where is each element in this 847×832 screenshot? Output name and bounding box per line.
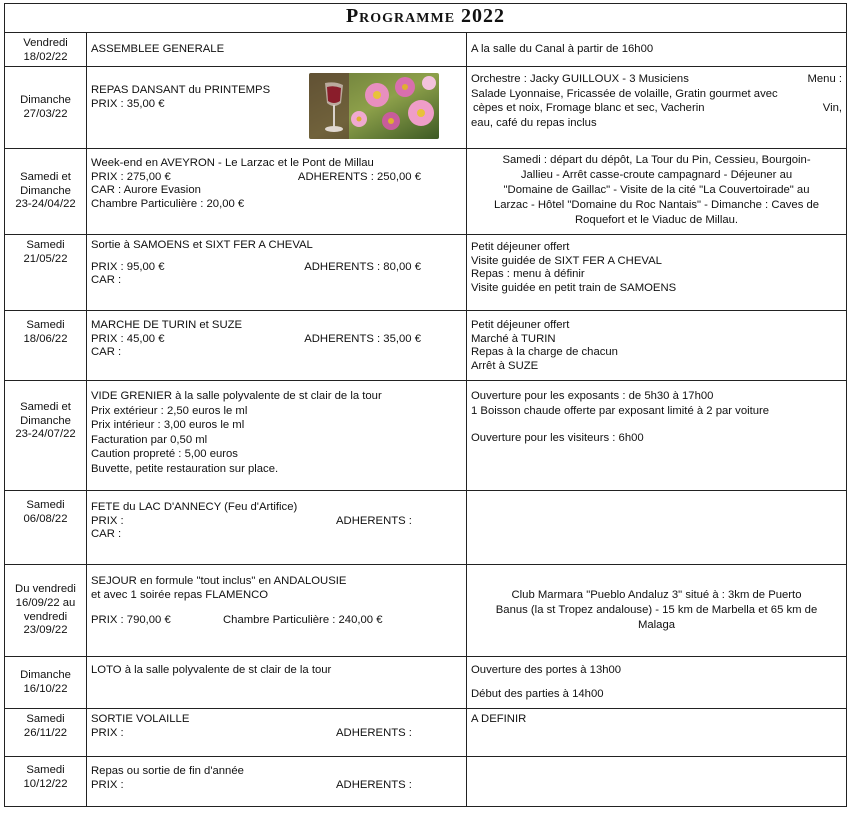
info-line: Roquefort et le Viaduc de Millau.	[574, 214, 739, 226]
event-cell	[87, 235, 467, 311]
info-wine: Vin,	[822, 102, 843, 114]
info-line: Marché à TURIN	[471, 332, 556, 345]
date-label: 18/02/22	[23, 50, 68, 63]
price-row	[91, 779, 421, 793]
table-row	[5, 67, 847, 149]
date-cell	[5, 235, 87, 311]
programme-sheet	[4, 3, 846, 827]
info-orchestra: Orchestre : Jacky GUILLOUX - 3 Musiciens	[471, 73, 689, 85]
event-adherents: ADHERENTS : 35,00 €	[304, 332, 421, 345]
day-label: Dimanche	[20, 414, 71, 427]
date-label: 06/08/22	[23, 512, 68, 525]
info-cell	[467, 67, 847, 149]
table-row	[5, 235, 847, 311]
info-cell	[467, 757, 847, 807]
info-cell	[467, 657, 847, 709]
programme-table	[4, 3, 847, 807]
day-label: Dimanche	[20, 184, 71, 197]
price-row	[91, 333, 421, 347]
event-adherents: ADHERENTS :	[336, 778, 412, 791]
event-adherents: ADHERENTS : 250,00 €	[297, 170, 421, 183]
info-line: Ouverture pour les exposants : de 5h30 à 17h00	[471, 390, 714, 402]
date-cell	[5, 311, 87, 381]
price-row	[91, 171, 421, 185]
info-menu-label: Menu :	[807, 73, 843, 85]
event-cell	[87, 565, 467, 657]
info-line: Repas : menu à définir	[471, 268, 585, 281]
event-price: PRIX : 790,00 €	[91, 614, 171, 627]
price-row	[91, 515, 421, 529]
event-cell	[87, 311, 467, 381]
page-title: Programme 2022	[345, 4, 506, 27]
event-line: Prix intérieur : 3,00 euros le ml	[91, 419, 245, 431]
event-title: Week-end en AVEYRON - Le Larzac et le Pont de Millau	[91, 157, 374, 169]
date-label: 21/05/22	[23, 252, 68, 265]
info-line: Ouverture des portes à 13h00	[471, 664, 622, 676]
event-adherents: ADHERENTS :	[336, 514, 412, 527]
event-title: LOTO à la salle polyvalente de st clair de la tour	[91, 664, 332, 676]
event-cell	[87, 33, 467, 67]
info-cell	[467, 381, 847, 491]
date-cell	[5, 657, 87, 709]
date-cell	[5, 381, 87, 491]
info-cell	[467, 311, 847, 381]
info-line: Visite guidée de SIXT FER A CHEVAL	[471, 254, 662, 267]
date-label: 10/12/22	[23, 777, 68, 790]
date-label: 23-24/04/22	[15, 198, 76, 211]
day-label: vendredi	[23, 610, 68, 623]
event-cell	[87, 709, 467, 757]
date-label: 27/03/22	[23, 107, 68, 120]
info-line: Repas à la charge de chacun	[471, 346, 618, 359]
info-line: 1 Boisson chaude offerte par exposant limité à 2 par voiture	[471, 405, 770, 417]
table-row	[5, 33, 847, 67]
info-line: Club Marmara "Pueblo Andaluz 3" situé à : 3km de Puerto	[511, 589, 802, 601]
event-car: CAR :	[91, 528, 122, 541]
info-menu-text: cèpes et noix, Fromage blanc et sec, Vacherin	[473, 102, 705, 114]
table-row	[5, 657, 847, 709]
table-row	[5, 311, 847, 381]
info-cell	[467, 149, 847, 235]
info-line: Début des parties à 14h00	[471, 687, 604, 700]
event-cell	[87, 757, 467, 807]
day-label: Samedi	[26, 713, 65, 725]
event-cell	[87, 657, 467, 709]
event-title: SORTIE VOLAILLE	[91, 713, 190, 725]
day-label: Du vendredi	[15, 583, 76, 596]
date-cell	[5, 67, 87, 149]
event-chambre: Chambre Particulière : 240,00 €	[223, 614, 383, 627]
event-title: SEJOUR en formule "tout inclus" en ANDALOUSIE	[91, 575, 347, 587]
event-car: CAR :	[91, 346, 122, 359]
event-line: Facturation par 0,50 ml	[91, 433, 208, 446]
event-price: PRIX :	[91, 514, 124, 527]
info-line: Samedi : départ du dépôt, La Tour du Pin, Cessieu, Bourgoin-	[502, 154, 811, 166]
event-cell	[87, 67, 467, 149]
event-chambre: Chambre Particulière : 20,00 €	[91, 197, 245, 210]
date-cell	[5, 149, 87, 235]
table-row	[5, 709, 847, 757]
table-row	[5, 149, 847, 235]
day-label: Samedi	[26, 319, 65, 331]
event-price: PRIX : 95,00 €	[91, 260, 165, 273]
info-line: A la salle du Canal à partir de 16h00	[471, 42, 654, 55]
event-title: Sortie à SAMOENS et SIXT FER A CHEVAL	[91, 239, 313, 251]
event-price: PRIX :	[91, 778, 124, 791]
day-label: Samedi	[26, 764, 65, 776]
event-line: Buvette, petite restauration sur place.	[91, 462, 279, 475]
event-title: MARCHE DE TURIN et SUZE	[91, 319, 243, 331]
date-label: 23/09/22	[23, 624, 68, 637]
event-title: VIDE GRENIER à la salle polyvalente de st clair de la tour	[91, 390, 382, 402]
date-cell	[5, 491, 87, 565]
event-price: PRIX : 35,00 €	[91, 97, 165, 110]
info-cell	[467, 235, 847, 311]
event-line: Prix extérieur : 2,50 euros le ml	[91, 404, 248, 417]
info-line: "Domaine de Gaillac" - Visite de la cité "La Couvertoirade" au	[503, 184, 810, 196]
date-cell	[5, 709, 87, 757]
event-car: CAR :	[91, 274, 122, 287]
price-row	[91, 261, 421, 275]
event-adherents: ADHERENTS :	[336, 726, 412, 739]
info-line: Salade Lyonnaise, Fricassée de volaille, Gratin gourmet avec	[471, 87, 778, 100]
event-adherents: ADHERENTS : 80,00 €	[304, 260, 421, 273]
table-row	[5, 757, 847, 807]
day-label: Vendredi	[23, 37, 68, 49]
info-line: Petit déjeuner offert	[471, 319, 570, 331]
info-line: eau, café du repas inclus	[471, 116, 597, 129]
event-title: REPAS DANSANT du PRINTEMPS	[91, 84, 271, 96]
info-line: A DEFINIR	[471, 713, 527, 725]
event-price: PRIX : 45,00 €	[91, 332, 165, 345]
info-line: Petit déjeuner offert	[471, 241, 570, 253]
price-row	[91, 614, 462, 628]
info-cell	[467, 33, 847, 67]
day-label: Samedi et	[20, 401, 71, 413]
day-label: Samedi et	[20, 171, 71, 184]
info-line: Jallieu - Arrêt casse-croute campagnard - Déjeuner au	[520, 169, 793, 181]
info-line	[471, 101, 842, 116]
day-label: Dimanche	[20, 93, 71, 106]
day-label: Dimanche	[20, 668, 71, 681]
event-title: FETE du LAC D'ANNECY (Feu d'Artifice)	[91, 501, 298, 513]
date-label: 16/10/22	[23, 682, 68, 695]
info-line: Visite guidée en petit train de SAMOENS	[471, 281, 677, 294]
table-row	[5, 565, 847, 657]
event-cell	[87, 149, 467, 235]
table-row	[5, 491, 847, 565]
info-line: Larzac - Hôtel "Domaine du Roc Nantais" - Dimanche : Caves de	[493, 199, 820, 211]
date-label: 16/09/22 au	[15, 596, 76, 609]
event-line: Caution propreté : 5,00 euros	[91, 448, 238, 460]
day-label: Samedi	[26, 239, 65, 251]
event-title: ASSEMBLEE GENERALE	[91, 42, 225, 55]
date-label: 18/06/22	[23, 332, 68, 345]
flowers-wine-photo	[309, 73, 439, 139]
date-cell	[5, 33, 87, 67]
day-label: Samedi	[26, 499, 65, 511]
event-cell	[87, 491, 467, 565]
info-line: Arrêt à SUZE	[471, 359, 539, 372]
info-line: Ouverture pour les visiteurs : 6h00	[471, 432, 644, 444]
info-line: Banus (la st Tropez andalouse) - 15 km de Marbella et 65 km de	[495, 604, 818, 616]
date-cell	[5, 757, 87, 807]
event-price: PRIX : 275,00 €	[91, 170, 171, 183]
event-title: Repas ou sortie de fin d'année	[91, 765, 244, 777]
event-car: CAR : Aurore Evasion	[91, 184, 201, 197]
info-line	[471, 72, 842, 87]
date-label: 26/11/22	[23, 726, 68, 739]
event-line: et avec 1 soirée repas FLAMENCO	[91, 588, 269, 601]
info-cell	[467, 709, 847, 757]
date-label: 23-24/07/22	[15, 428, 76, 441]
table-row	[5, 381, 847, 491]
info-line: Malaga	[637, 619, 676, 631]
event-price: PRIX :	[91, 726, 124, 739]
title-cell	[5, 4, 847, 33]
date-cell	[5, 565, 87, 657]
price-row	[91, 727, 421, 741]
event-cell	[87, 381, 467, 491]
info-cell	[467, 565, 847, 657]
info-cell	[467, 491, 847, 565]
